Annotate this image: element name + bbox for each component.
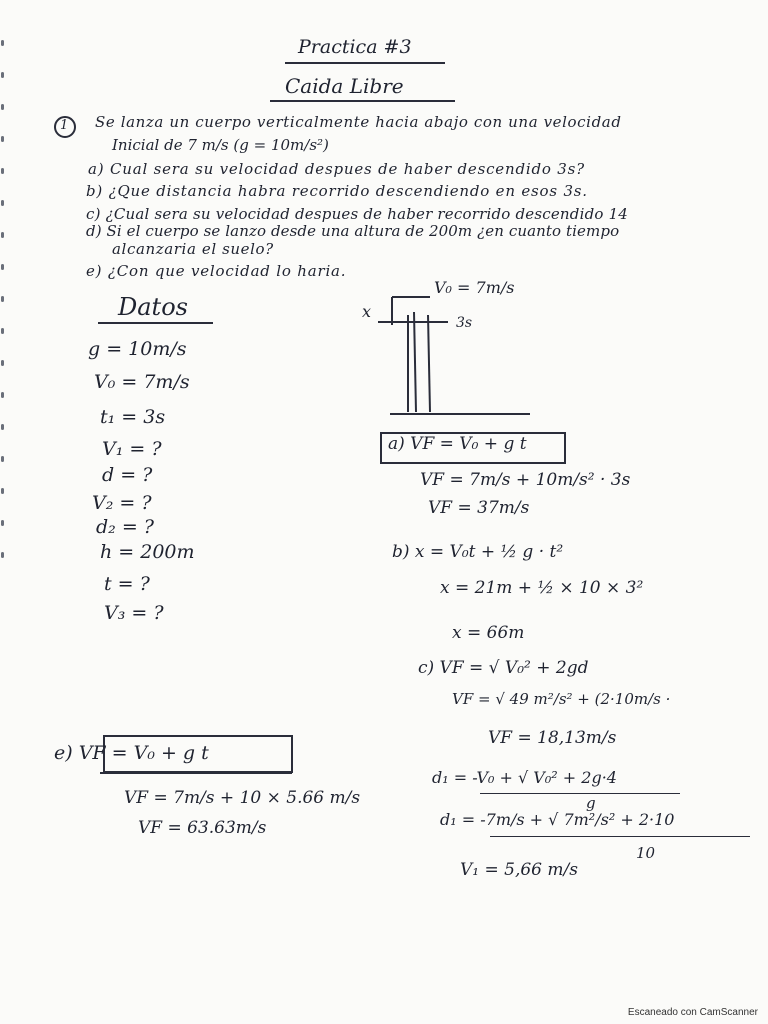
solution-b-formula: b) x = V₀t + ½ g · t² bbox=[392, 542, 564, 562]
diagram-x-label: x bbox=[362, 302, 372, 321]
solution-a-line2: VF = 37m/s bbox=[428, 498, 530, 518]
solution-b-line2: x = 66m bbox=[452, 623, 525, 643]
diagram-v0-label: V₀ = 7m/s bbox=[434, 278, 515, 297]
solution-a-formula: a) VF = V₀ + g t bbox=[388, 434, 527, 454]
solution-a-line1: VF = 7m/s + 10m/s² · 3s bbox=[420, 470, 631, 490]
scanner-watermark: Escaneado con CamScanner bbox=[627, 1007, 758, 1018]
question-d-continued: alcanzaria el suelo? bbox=[112, 240, 274, 258]
fall-diagram bbox=[350, 280, 530, 425]
solution-d-line2: V₁ = 5,66 m/s bbox=[460, 860, 578, 880]
solution-e-formula: e) VF = V₀ + g t bbox=[54, 742, 209, 764]
datos-item: V₁ = ? bbox=[102, 438, 162, 460]
question-e: e) ¿Con que velocidad lo haria. bbox=[86, 262, 347, 280]
solution-e-line1: VF = 7m/s + 10 × 5.66 m/s bbox=[124, 788, 361, 808]
solution-d-line1: d₁ = -7m/s + √ 7m²/s² + 2·10 bbox=[440, 810, 675, 829]
fraction-bar-d2 bbox=[490, 836, 750, 837]
question-a: a) Cual sera su velocidad despues de haber descendido 3s? bbox=[88, 160, 585, 178]
datos-heading: Datos bbox=[118, 293, 188, 321]
question-d: d) Si el cuerpo se lanzo desde una altura de 200m ¿en cuanto tiempo bbox=[86, 222, 620, 240]
datos-item: h = 200m bbox=[100, 541, 195, 563]
datos-item: t₁ = 3s bbox=[100, 406, 166, 428]
datos-item: d₂ = ? bbox=[96, 516, 154, 538]
title-underline bbox=[285, 62, 445, 64]
question-c: c) ¿Cual sera su velocidad despues de haber recorrido descendido 14 bbox=[86, 205, 629, 223]
formula-e-underline bbox=[100, 772, 292, 774]
page-subtitle: Caida Libre bbox=[285, 74, 404, 98]
solution-c-formula: c) VF = √ V₀² + 2gd bbox=[418, 658, 589, 678]
datos-underline bbox=[98, 322, 213, 324]
problem-number: 1 bbox=[60, 118, 69, 133]
problem-statement-line2: Inicial de 7 m/s (g = 10m/s²) bbox=[112, 136, 329, 154]
datos-item: g = 10m/s bbox=[88, 338, 187, 360]
datos-item: d = ? bbox=[102, 464, 153, 486]
problem-statement-line1: Se lanza un cuerpo verticalmente hacia abajo con una velocidad bbox=[95, 113, 622, 131]
solution-c-line2: VF = 18,13m/s bbox=[488, 728, 617, 748]
datos-item: t = ? bbox=[104, 573, 150, 595]
page-title: Practica #3 bbox=[298, 36, 412, 58]
solution-d-denominator: g bbox=[586, 794, 596, 812]
datos-item: V₃ = ? bbox=[104, 602, 164, 624]
question-b: b) ¿Que distancia habra recorrido descendiendo en esos 3s. bbox=[86, 182, 588, 200]
solution-d-denominator2: 10 bbox=[636, 844, 656, 862]
solution-e-line2: VF = 63.63m/s bbox=[138, 818, 267, 838]
subtitle-underline bbox=[270, 100, 455, 102]
solution-c-line1: VF = √ 49 m²/s² + (2·10m/s · bbox=[452, 690, 671, 708]
solution-b-line1: x = 21m + ½ × 10 × 3² bbox=[440, 578, 644, 598]
diagram-time-label: 3s bbox=[456, 315, 473, 331]
datos-item: V₀ = 7m/s bbox=[94, 371, 190, 393]
solution-d-formula: d₁ = -V₀ + √ V₀² + 2g·4 bbox=[432, 768, 617, 787]
fraction-bar-d bbox=[480, 793, 680, 794]
datos-item: V₂ = ? bbox=[92, 492, 152, 514]
